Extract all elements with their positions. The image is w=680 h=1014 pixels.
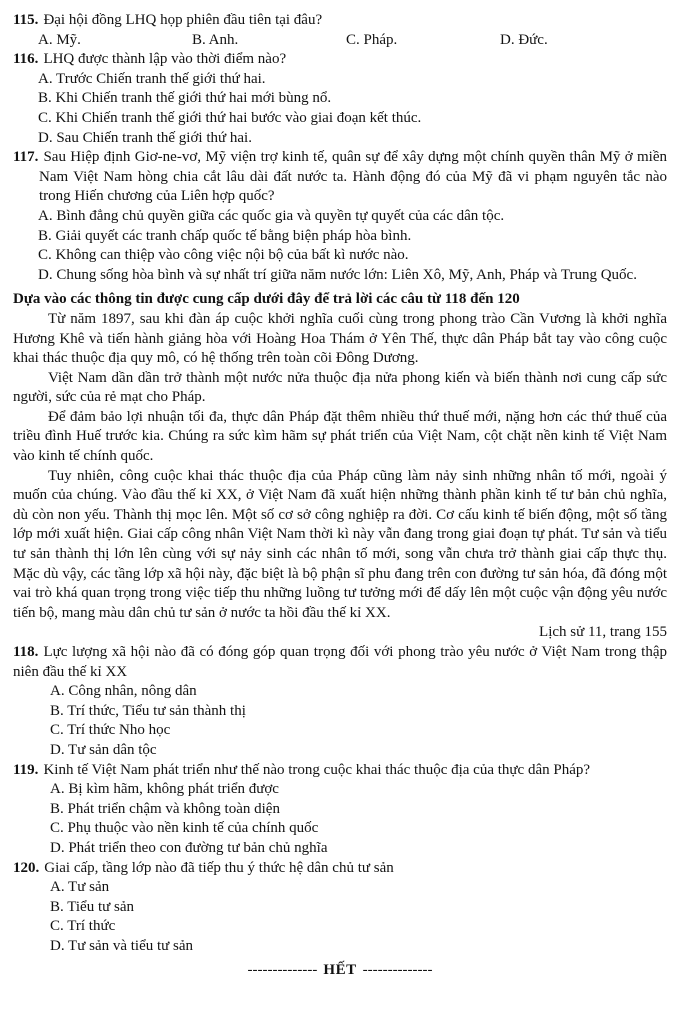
option-118-d: D. Tư sản dân tộc (50, 741, 157, 758)
option-118-a: A. Công nhân, nông dân (50, 683, 197, 700)
option-116-c: C. Khi Chiến tranh thế giới thứ hai bước vào giai đoạn kết thúc. (38, 109, 422, 126)
question-118-stem: Lực lượng xã hội nào đã có đóng góp quan trọng đối với phong trào yêu nước ở Việt Nam trong thập niên đầu thế kỉ XX (13, 644, 667, 680)
reading-paragraph-3: Để đảm bảo lợi nhuận tối đa, thực dân Pháp đặt thêm nhiều thứ thuế mới, nặng hơn các thứ thuế của triều đình Huế trước kia. Chúng ra sức kìm hãm sự phát triển của Việt Nam, cột chặt nền kinh tế Việt Nam vào kinh tế chính quốc. (13, 408, 667, 465)
option-115-a: A. Mỹ. (38, 31, 81, 48)
option-118-b: B. Trí thức, Tiểu tư sản thành thị (50, 702, 246, 719)
option-120-b: B. Tiểu tư sản (50, 898, 134, 915)
question-117 (13, 148, 667, 207)
end-of-exam-marker (13, 961, 667, 981)
option-115-b: B. Anh. (192, 31, 239, 48)
option-117-a: A. Bình đẳng chủ quyền giữa các quốc gia và quyền tự quyết của các dân tộc. (38, 207, 505, 224)
option-119-b: B. Phát triển chậm và không toàn diện (50, 800, 280, 817)
question-115 (13, 11, 667, 31)
footer-dashes-right: -------------- (362, 961, 433, 978)
question-117-stem: Sau Hiệp định Giơ-ne-vơ, Mỹ viện trợ kinh tế, quân sự để xây dựng một chính quyền thân Mỹ ở miền Nam Việt Nam hòng chia cắt lâu dài đất nước ta. Hành động đó của Mỹ đã vi phạm nguyên tắc nào trong Hiến chương của Liên hợp quốc? (39, 149, 667, 205)
question-116 (13, 50, 667, 70)
question-119 (13, 761, 667, 781)
option-118-c: C. Trí thức Nho học (50, 722, 171, 739)
question-115-options (13, 31, 667, 51)
question-116-stem: LHQ được thành lập vào thời điểm nào? (43, 51, 287, 68)
question-118-number: 118. (13, 644, 39, 660)
option-120-c: C. Trí thức (50, 918, 116, 935)
option-120-d: D. Tư sản và tiểu tư sản (50, 937, 194, 954)
reading-instruction: Dựa vào các thông tin được cung cấp dưới đây để trả lời các câu từ 118 đến 120 (13, 291, 520, 308)
reading-source-citation: Lịch sử 11, trang 155 (539, 624, 667, 641)
option-117-b: B. Giải quyết các tranh chấp quốc tế bằng biện pháp hòa bình. (38, 227, 412, 244)
question-115-stem: Đại hội đồng LHQ họp phiên đầu tiên tại đâu? (43, 12, 323, 28)
footer-het-label: HẾT (323, 961, 357, 978)
reading-paragraph-1: Từ năm 1897, sau khi đàn áp cuộc khởi nghĩa cuối cùng trong phong trào Cần Vương là khởi nghĩa Hương Khê và tiến hành giảng hòa với Hoàng Hoa Thám ở Yên Thế, thực dân Pháp bắt tay vào công cuộc khai thác thuộc địa quy mô, có hệ thống trên toàn cõi Đông Dương. (13, 310, 667, 367)
question-115-number: 115. (13, 12, 39, 28)
option-116-d: D. Sau Chiến tranh thế giới thứ hai. (38, 129, 252, 146)
footer-dashes-left: -------------- (247, 961, 318, 978)
option-115-c: C. Pháp. (346, 31, 398, 48)
option-120-a: A. Tư sản (50, 879, 110, 896)
option-117-d: D. Chung sống hòa bình và sự nhất trí giữa năm nước lớn: Liên Xô, Mỹ, Anh, Pháp và Trung Quốc. (38, 266, 637, 283)
option-116-a: A. Trước Chiến tranh thế giới thứ hai. (38, 70, 266, 87)
question-120-stem: Giai cấp, tầng lớp nào đã tiếp thu ý thức hệ dân chủ tư sản (44, 859, 394, 876)
question-116-number: 116. (13, 51, 39, 68)
option-119-d: D. Phát triển theo con đường tư bản chủ nghĩa (50, 839, 328, 856)
option-119-a: A. Bị kìm hãm, không phát triển được (50, 781, 279, 798)
option-115-d: D. Đức. (500, 31, 548, 48)
question-119-stem: Kinh tế Việt Nam phát triển như thế nào trong cuộc khai thác thuộc địa của thực dân Pháp? (43, 761, 591, 778)
option-117-c: C. Không can thiệp vào công việc nội bộ của bất kì nước nào. (38, 247, 409, 264)
question-120 (13, 859, 667, 879)
reading-paragraph-2: Việt Nam dần dần trở thành một nước nửa thuộc địa nửa phong kiến và biến thành nơi cung cấp sức người, sức của rẻ mạt cho Pháp. (13, 369, 667, 406)
reading-paragraph-4: Tuy nhiên, công cuộc khai thác thuộc địa của Pháp cũng làm nảy sinh những nhân tố mới, ngoài ý muốn của chúng. Vào đầu thế kỉ XX, ở Việt Nam đã xuất hiện những thành phần kinh tế tư bản chủ nghĩa, dù còn non yếu. Thành thị mọc lên. Một số cơ sở công nghiệp ra đời. Cơ cấu kinh tế biến động, một số tầng lớp mới xuất hiện. Giai cấp công nhân Việt Nam thời kì này vẫn đang trong giai đoạn tự phát. Tư sản và tiểu tư sản thành thị lớn lên cùng với sự nảy sinh các nhân tố mới, song vẫn chưa trở thành giai cấp thực thụ. Mặc dù vậy, các tầng lớp xã hội này, đặc biệt là bộ phận sĩ phu đang trên con đường tư sản hóa, đã đóng một vai trò khá quan trọng trong việc tiếp thu những luồng tư tưởng mới để dấy lên một cuộc vận động yêu nước tiến bộ, mang màu dân chủ tư sản ở nước ta hồi đầu thế kỉ XX. (13, 467, 667, 621)
option-116-b: B. Khi Chiến tranh thế giới thứ hai mới bùng nổ. (38, 90, 332, 107)
question-120-number: 120. (13, 859, 40, 876)
option-119-c: C. Phụ thuộc vào nền kinh tế của chính quốc (50, 820, 319, 837)
question-118 (13, 643, 667, 682)
question-119-number: 119. (13, 761, 39, 778)
question-117-number: 117. (13, 149, 39, 166)
